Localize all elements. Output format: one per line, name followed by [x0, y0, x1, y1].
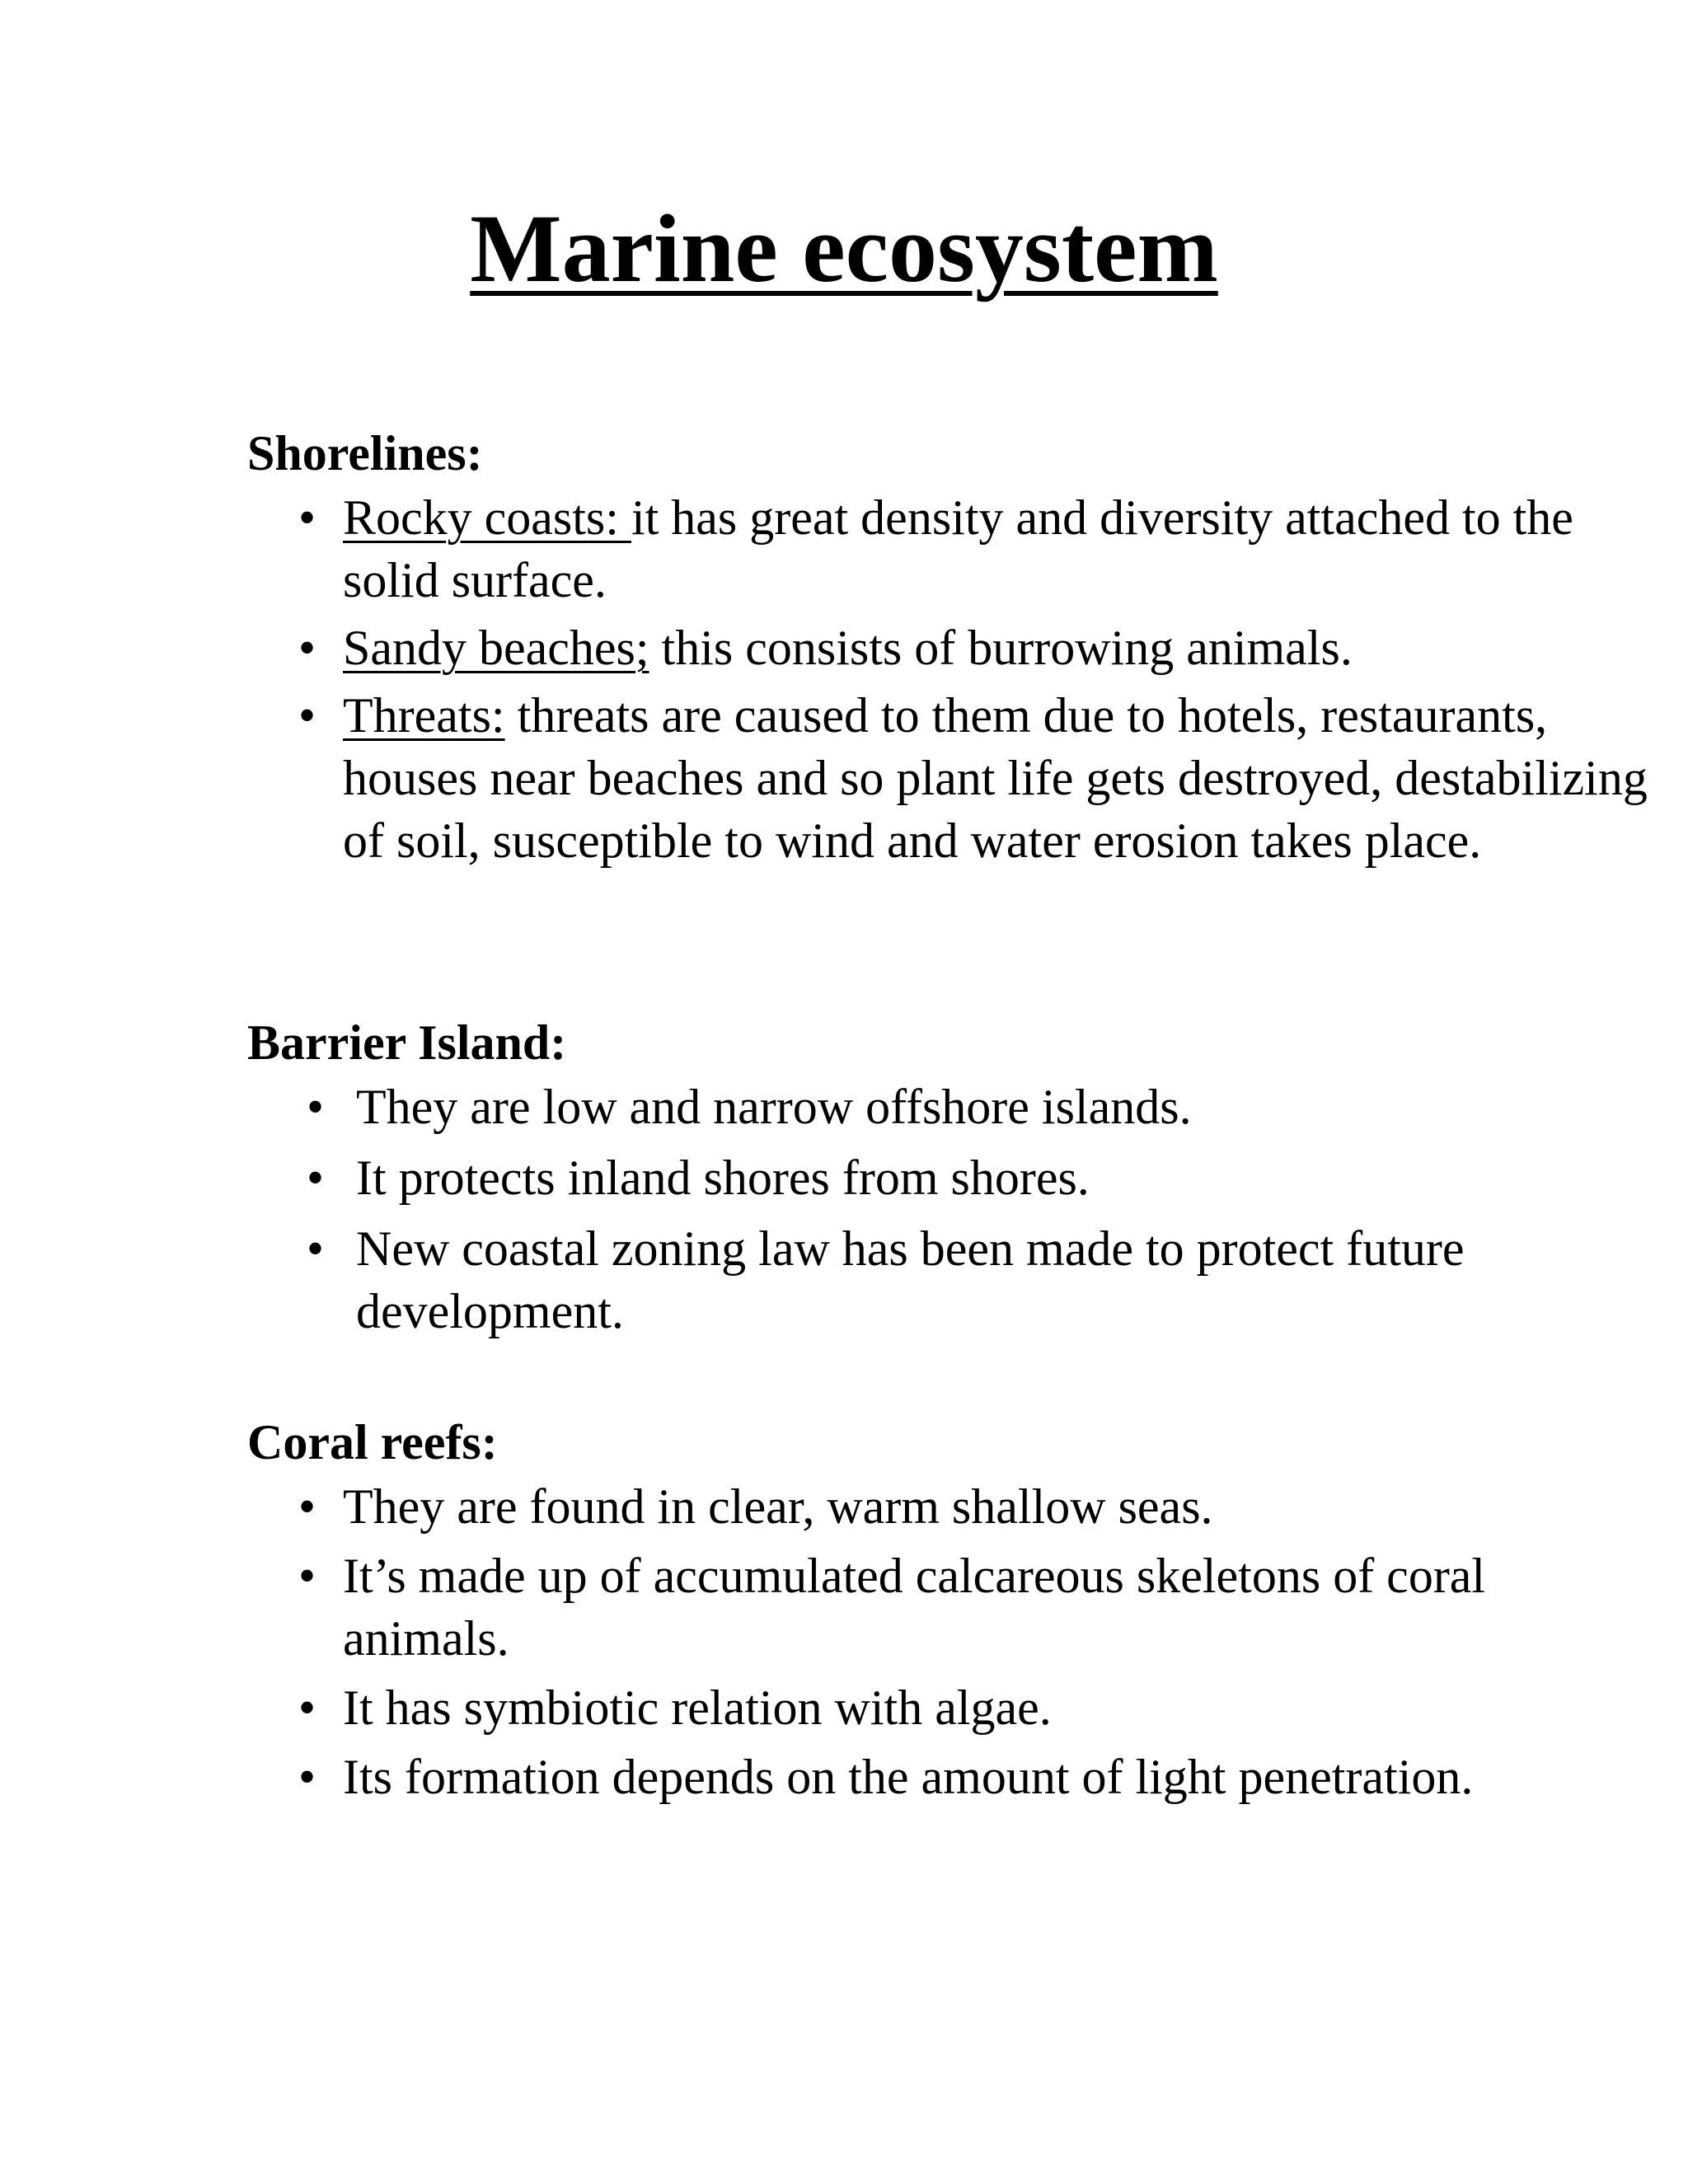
item-text: They are low and narrow offshore islands.	[356, 1080, 1192, 1134]
list-item	[247, 486, 1648, 612]
bullet-icon: •	[298, 621, 316, 675]
item-text: this consists of burrowing animals.	[649, 621, 1353, 675]
bullet-icon: •	[298, 1680, 316, 1735]
bullet-icon: •	[307, 1151, 325, 1205]
bullet-list	[247, 1475, 1648, 1808]
item-text: threats are caused to them due to hotels, restaurants, houses near beaches and so plant life gets destroyed, destabilizing of soil, susceptible to wind and water erosion takes place.	[343, 688, 1648, 868]
section-coral-reefs	[247, 1409, 1648, 1815]
bullet-list	[247, 486, 1648, 872]
list-item	[247, 616, 1648, 679]
item-text: New coastal zoning law has been made to protect future development.	[356, 1221, 1465, 1338]
list-item	[247, 1475, 1648, 1538]
item-text: It has symbiotic relation with algae.	[343, 1680, 1052, 1735]
page-title: Marine ecosystem	[470, 194, 1218, 302]
list-item	[247, 1746, 1648, 1808]
section-heading: Barrier Island:	[247, 1015, 567, 1070]
item-text: They are found in clear, warm shallow seas.	[343, 1479, 1213, 1534]
list-item	[247, 1146, 1648, 1209]
section-heading: Coral reefs:	[247, 1415, 498, 1469]
item-label: Rocky coasts:	[343, 490, 631, 545]
list-item	[247, 1076, 1648, 1138]
bullet-icon: •	[298, 1479, 316, 1534]
list-item	[247, 684, 1648, 872]
section-heading: Shorelines:	[247, 426, 483, 480]
bullet-icon: •	[298, 490, 316, 545]
section-barrier-island	[247, 1010, 1648, 1351]
list-item	[247, 1676, 1648, 1739]
item-text: it has great density and diversity attached to the solid surface.	[343, 490, 1573, 607]
item-label: Sandy beaches;	[343, 621, 649, 675]
bullet-icon: •	[298, 1549, 316, 1603]
list-item	[247, 1217, 1648, 1343]
bullet-icon: •	[307, 1221, 325, 1276]
bullet-list	[247, 1076, 1648, 1343]
list-item	[247, 1544, 1648, 1670]
item-text: It protects inland shores from shores.	[356, 1151, 1090, 1205]
bullet-icon: •	[298, 688, 316, 743]
item-text: Its formation depends on the amount of light penetration.	[343, 1750, 1474, 1804]
section-shorelines	[247, 420, 1648, 877]
item-text: It’s made up of accumulated calcareous skeletons of coral animals.	[343, 1549, 1486, 1666]
item-label: Threats:	[343, 688, 505, 743]
bullet-icon: •	[298, 1750, 316, 1804]
bullet-icon: •	[307, 1080, 325, 1134]
